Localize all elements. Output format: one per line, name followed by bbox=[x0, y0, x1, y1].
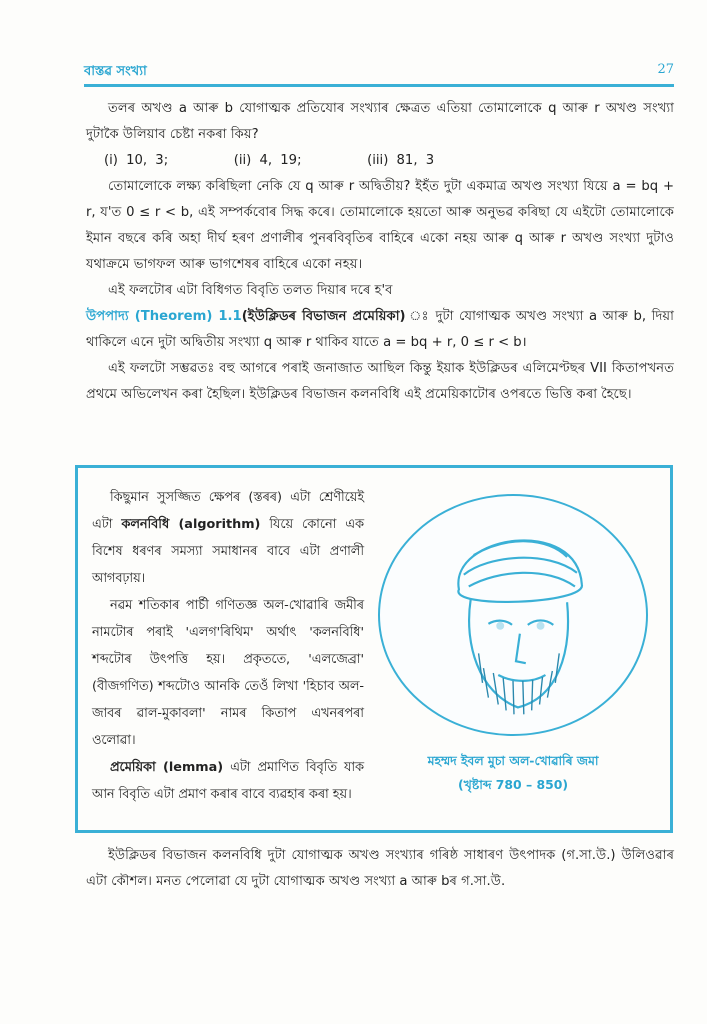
main-text bbox=[86, 96, 674, 408]
al-khwarizmi-paragraph: নৱম শতিকাৰ পাৰ্চী গণিতজ্ঞ অল-খোৱাৰি জমীৰ নামটোৰ পৰাই 'এলগ'ৰিথিম' অৰ্থাৎ 'কলনবিধি' শব্দটোৰ উৎপত্তি হয়। প্ৰকৃততে, 'এলজেব্ৰা' (বীজগণিত) শব্দটোও আনকি তেওঁ লিখা 'হিচাব অল-জাবৰ ৱাল-মুকাবলা' নামৰ কিতাপ এখনৰপৰা ওলোৱা। bbox=[92, 598, 364, 748]
closing-paragraph bbox=[86, 843, 674, 895]
portrait-caption bbox=[378, 749, 648, 797]
example-list bbox=[86, 148, 674, 174]
lemma-definition bbox=[92, 754, 364, 808]
example-item: (ii) 4, 19; bbox=[233, 153, 302, 168]
algorithm-definition-lead: কিছুমান সুসজ্জিত ক্ষেপৰ (স্তৰৰ) এটা শ্ৰেণীয়েই এটা bbox=[92, 490, 364, 532]
theorem-statement bbox=[86, 304, 674, 356]
algorithm-term: কলনবিধি (algorithm) bbox=[121, 517, 261, 532]
caption-name: মহম্মদ ইবল মুচা অল-খোৱাৰি জমা bbox=[427, 753, 599, 768]
caption-years: (খৃষ্টাব্দ 780 – 850) bbox=[457, 777, 569, 792]
theorem-name: (ইউক্লিডৰ বিভাজন প্ৰমেয়িকা) bbox=[241, 309, 406, 324]
page-number: 27 bbox=[657, 62, 674, 77]
algorithm-definition bbox=[92, 484, 364, 592]
example-item: (i) 10, 3; bbox=[104, 153, 169, 168]
history-paragraph: এই ফলটো সম্ভৱতঃ বহু আগৰে পৰাই জনাজাত আছিল কিন্তু ইয়াক ইউক্লিডৰ এলিমেণ্টছৰ VII কিতাপখনত প্ৰথমে অভিলেখন কৰা হৈছিল। ইউক্লিডৰ বিভাজন কলনবিধি এই প্ৰমেয়িকাটোৰ ওপৰতে ভিত্তি কৰা হৈছে। bbox=[86, 361, 674, 402]
portrait-frame bbox=[378, 494, 648, 736]
example-item: (iii) 81, 3 bbox=[367, 153, 435, 168]
algorithm-definition-tail: যিয়ে কোনো এক বিশেষ ধৰণৰ সমস্যা সমাধানৰ বাবে এটা প্ৰণালী আগবঢ়ায়। bbox=[92, 517, 364, 586]
chapter-title: বাস্তৱ সংখ্যা bbox=[84, 64, 147, 79]
formal-statement-intro: এই ফলটোৰ এটা বিধিগত বিবৃতি তলত দিয়াৰ দৰে হ'ব bbox=[108, 283, 393, 298]
gcd-paragraph: ইউক্লিডৰ বিভাজন কলনবিধি দুটা যোগাত্মক অখণ্ড সংখ্যাৰ গৰিষ্ঠ সাধাৰণ উৎপাদক (গ.সা.উ.) উলিওৱাৰ এটা কৌশল। মনত পেলোৱা যে দুটা যোগাত্মক অখণ্ড সংখ্যা a আৰু bৰ গ.সা.উ. bbox=[86, 848, 674, 889]
lemma-definition-tail: এটা প্ৰমাণিত বিবৃতি যাক আন বিবৃতি এটা প্ৰমাণ কৰাৰ বাবে ব্যৱহাৰ কৰা হয়। bbox=[92, 760, 365, 802]
theorem-text: ঃ দুটা যোগাত্মক অখণ্ড সংখ্যা a আৰু b, দিয়া থাকিলে এনে দুটা অদ্বিতীয় সংখ্যা q আৰু r থাকিব যাতে a = bq + r, 0 ≤ r < b। bbox=[86, 309, 674, 350]
info-box-text bbox=[92, 484, 364, 808]
intro-question: তলৰ অখণ্ড a আৰু b যোগাত্মক প্ৰতিযোৰ সংখ্যাৰ ক্ষেত্ৰত এতিয়া তোমালোকে q আৰু r অখণ্ড সংখ্যা দুটাকৈ উলিয়াব চেষ্টা নকৰা কিয়? bbox=[86, 101, 674, 142]
theorem-label: উপপাদ্য (Theorem) 1.1 bbox=[86, 309, 242, 324]
page-header bbox=[84, 60, 674, 87]
lemma-term: প্ৰমেয়িকা (lemma) bbox=[110, 760, 224, 775]
info-box bbox=[75, 465, 673, 833]
portrait-illustration bbox=[380, 496, 646, 734]
uniqueness-paragraph: তোমালোকে লক্ষ্য কৰিছিলা নেকি যে q আৰু r অদ্বিতীয়? ইহঁত দুটা একমাত্ৰ অখণ্ড সংখ্যা যিয়ে a = bq + r, য'ত 0 ≤ r < b, এই সম্পৰ্কবোৰ সিদ্ধ কৰে। তোমালোকে হয়তো আৰু অনুভৱ কৰিছা যে এইটো তোমালোকে ইমান বছৰে কৰি অহা দীৰ্ঘ হৰণ প্ৰণালীৰ পুনৰবিবৃতিৰ বাহিৰে একো নহয় আৰু q আৰু r অখণ্ড সংখ্যা দুটাও যথাক্ৰমে ভাগফল আৰু ভাগশেষৰ বাহিৰে একো নহয়। bbox=[86, 179, 674, 272]
